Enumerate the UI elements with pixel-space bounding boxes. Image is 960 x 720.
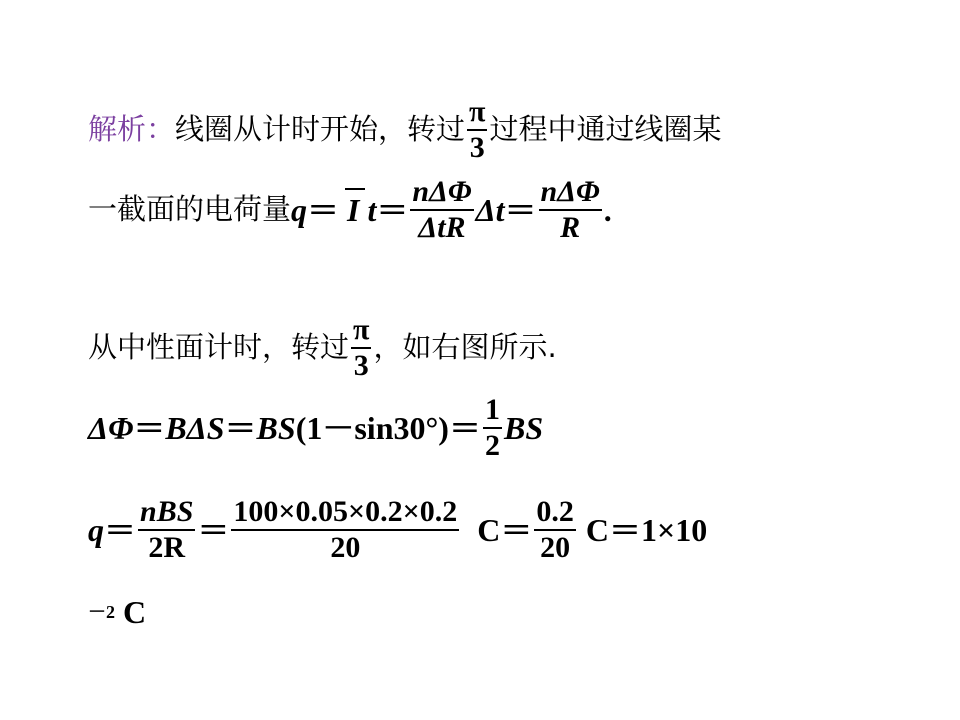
line3-text-a: 从中性面计时，转过 (88, 330, 350, 364)
fraction-numerator: nΔΦ (540, 175, 600, 208)
delta-phi: ΔΦ (88, 409, 134, 446)
line1-text-a: 线圈从计时开始，转过 (175, 112, 466, 146)
unit-coulomb: C (477, 511, 501, 548)
fraction-numerator: 100×0.05×0.2×0.2 (233, 495, 458, 528)
b-delta-s: BΔS (165, 409, 225, 446)
unit-coulomb: C (123, 594, 147, 630)
fraction-numerator: 1 (484, 393, 500, 426)
fraction-denominator: 3 (353, 348, 369, 382)
fraction-numerator: nBS (140, 495, 194, 528)
fraction-denominator (146, 532, 187, 564)
equals-sign: ＝ (504, 191, 537, 228)
solution-line-3 (88, 314, 557, 381)
solution-line-1 (88, 96, 721, 163)
angle-fraction (467, 96, 487, 163)
equals-sign: ＝ (500, 511, 533, 548)
fraction-denominator: 2 (484, 428, 500, 462)
fraction-numerator: π (353, 313, 370, 346)
equals-sign: ＝ (104, 511, 137, 548)
solution-line-5 (88, 496, 707, 563)
symbol-t: t (367, 191, 377, 228)
numeric-fraction (231, 496, 459, 563)
fraction-denominator: 3 (469, 130, 485, 164)
equals-sign: ＝ (307, 191, 340, 228)
equals-sign: ＝ (224, 409, 257, 446)
symbol-dt: Δt (475, 191, 505, 228)
fraction-denominator: ΔtR (418, 210, 466, 244)
fraction-numerator: 0.2 (536, 495, 574, 528)
flux-over-time-fraction (410, 176, 473, 243)
equals-sign: ＝ (448, 409, 481, 446)
fraction-denominator: R (560, 210, 581, 244)
line2-text-a: 一截面的电荷量 (88, 192, 292, 226)
angle-fraction (351, 314, 371, 381)
solution-line-4 (88, 394, 543, 461)
simplified-fraction (534, 496, 576, 563)
unit-coulomb: C (585, 511, 609, 548)
fraction-numerator: π (469, 95, 486, 128)
equals-sign: ＝ (133, 409, 166, 446)
line1-text-b: 过程中通过线圈某 (489, 112, 722, 146)
half-fraction (483, 394, 502, 461)
period: . (603, 191, 612, 228)
equals-sign: ＝ (197, 511, 230, 548)
fraction-denominator: 20 (330, 530, 361, 564)
symbol-q: q (88, 511, 104, 548)
fraction-denominator: 20 (540, 530, 571, 564)
solution-label: 解析： (88, 112, 176, 146)
symbol-bs: BS (256, 409, 296, 446)
average-current-symbol: I (347, 191, 360, 228)
nbs-over-2r-fraction (138, 496, 195, 563)
line3-text-b: ，如右图所示. (373, 330, 557, 364)
result-mantissa: 1×10 (640, 511, 708, 548)
flux-over-resistance-fraction (539, 176, 602, 243)
denominator-text: 2R (148, 530, 186, 564)
solution-line-2 (88, 176, 612, 243)
equals-sign: ＝ (376, 191, 409, 228)
result-exponent: －2 (88, 602, 115, 622)
symbol-q: q (291, 191, 308, 228)
paren-expression: (1－sin30°) (295, 409, 449, 446)
symbol-bs: BS (503, 409, 544, 446)
solution-line-6 (88, 596, 146, 628)
equals-sign: ＝ (608, 511, 641, 548)
fraction-numerator: nΔΦ (412, 175, 472, 208)
